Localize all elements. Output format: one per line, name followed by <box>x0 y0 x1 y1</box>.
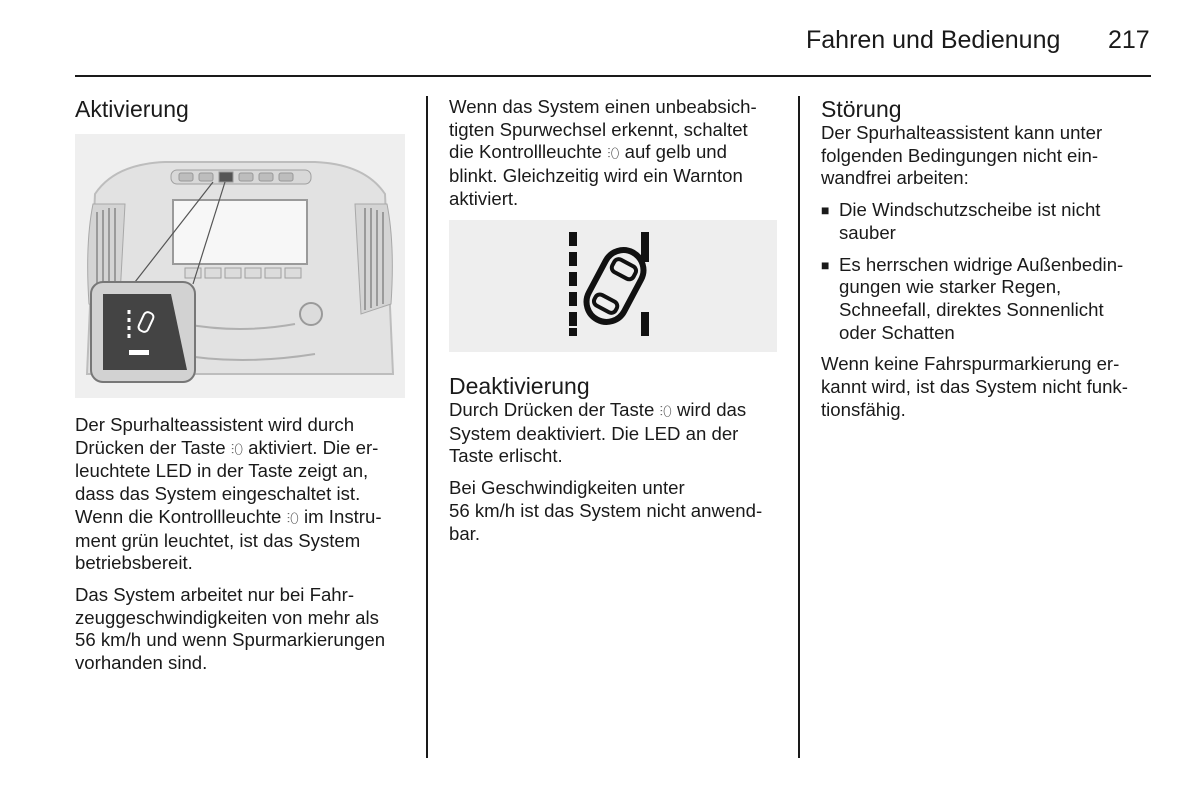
lane-keep-assist-icon: ⫶⬯ <box>286 509 299 526</box>
column-1-text <box>75 414 415 684</box>
lane-warning-symbol-figure <box>449 220 777 352</box>
line: aktiviert. <box>449 187 519 209</box>
list-item-text <box>839 199 1100 244</box>
line: wandfrei arbeiten: <box>821 167 969 189</box>
line: blinkt. Gleichzeitig wird ein Warnton <box>449 165 743 187</box>
column-divider-2 <box>798 96 800 758</box>
line: vorhanden sind. <box>75 652 208 674</box>
paragraph-deactivation <box>449 399 789 468</box>
line: Bei Geschwindigkeiten unter <box>449 477 685 499</box>
lane-keep-assist-icon: ⫶⬯ <box>607 145 620 162</box>
running-header-title: Fahren und Bedienung <box>806 26 1061 54</box>
line: System deaktiviert. Die LED an der <box>449 422 739 444</box>
bullet-square-icon: ■ <box>821 202 830 219</box>
line: wird das <box>671 399 747 420</box>
page-number: 217 <box>1108 26 1150 54</box>
line: im Instru- <box>298 505 382 527</box>
heading-aktivierung: Aktivierung <box>75 96 189 122</box>
line: die Kontrollleuchte <box>449 141 608 163</box>
column-2-lower <box>449 373 789 554</box>
line: ment grün leuchtet, ist das System <box>75 529 361 551</box>
list-item <box>821 199 1157 244</box>
dashboard-illustration <box>75 134 405 398</box>
line: sauber <box>839 221 896 243</box>
line: leuchtete LED in der Taste zeigt an, <box>75 460 369 482</box>
line: bar. <box>449 522 481 544</box>
line: Es herrschen widrige Außenbedin- <box>839 253 1124 275</box>
line: Drücken der Taste <box>75 436 231 458</box>
column-1 <box>75 96 411 122</box>
line: Durch Drücken der Taste <box>449 399 660 420</box>
paragraph-lane-departure <box>449 96 789 211</box>
line: tionsfähig. <box>821 398 906 420</box>
lane-warning-drawing <box>449 220 777 352</box>
line: gungen wie starker Regen, <box>839 276 1062 298</box>
lane-keep-assist-icon: ⫶⬯ <box>230 440 244 457</box>
column-divider-1 <box>426 96 428 758</box>
dashboard-drawing <box>75 134 405 398</box>
list-item-text <box>839 254 1123 345</box>
line: Die Windschutzscheibe ist nicht <box>839 199 1101 221</box>
line: Das System arbeitet nur bei Fahr- <box>75 583 355 605</box>
line: Wenn das System einen unbeabsich- <box>449 96 757 117</box>
paragraph-fault-intro <box>821 122 1157 190</box>
line: Wenn keine Fahrspurmarkierung er- <box>821 353 1120 375</box>
column-2 <box>449 96 789 220</box>
heading-stoerung: Störung <box>821 96 902 122</box>
header-rule <box>75 75 1151 77</box>
heading-deaktivierung: Deaktivierung <box>449 373 590 399</box>
line: folgenden Bedingungen nicht ein- <box>821 144 1099 166</box>
column-3 <box>821 96 1157 430</box>
line: aktiviert. Die er- <box>243 436 379 458</box>
line: betriebsbereit. <box>75 552 193 574</box>
line: Der Spurhalteassistent kann unter <box>821 122 1103 143</box>
paragraph-activation <box>75 414 415 575</box>
paragraph-speed <box>75 584 415 675</box>
line: auf gelb und <box>619 141 727 163</box>
line: Schneefall, direktes Sonnenlicht <box>839 298 1104 320</box>
paragraph-no-marking <box>821 353 1157 421</box>
line: Taste erlischt. <box>449 445 563 467</box>
bullet-square-icon: ■ <box>821 256 830 273</box>
line: Wenn die Kontrollleuchte <box>75 505 287 527</box>
lane-keep-assist-icon: ⫶⬯ <box>659 403 672 419</box>
line: zeuggeschwindigkeiten von mehr als <box>75 606 379 628</box>
line: oder Schatten <box>839 321 955 343</box>
list-item <box>821 254 1157 345</box>
line: tigten Spurwechsel erkennt, schaltet <box>449 118 748 140</box>
line: 56 km/h und wenn Spurmarkierungen <box>75 629 386 651</box>
line: kannt wird, ist das System nicht funk- <box>821 376 1128 398</box>
line: 56 km/h ist das System nicht anwend- <box>449 499 763 521</box>
paragraph-speed-limit <box>449 477 789 545</box>
line: dass das System eingeschaltet ist. <box>75 483 361 505</box>
line: Der Spurhalteassistent wird durch <box>75 414 355 435</box>
